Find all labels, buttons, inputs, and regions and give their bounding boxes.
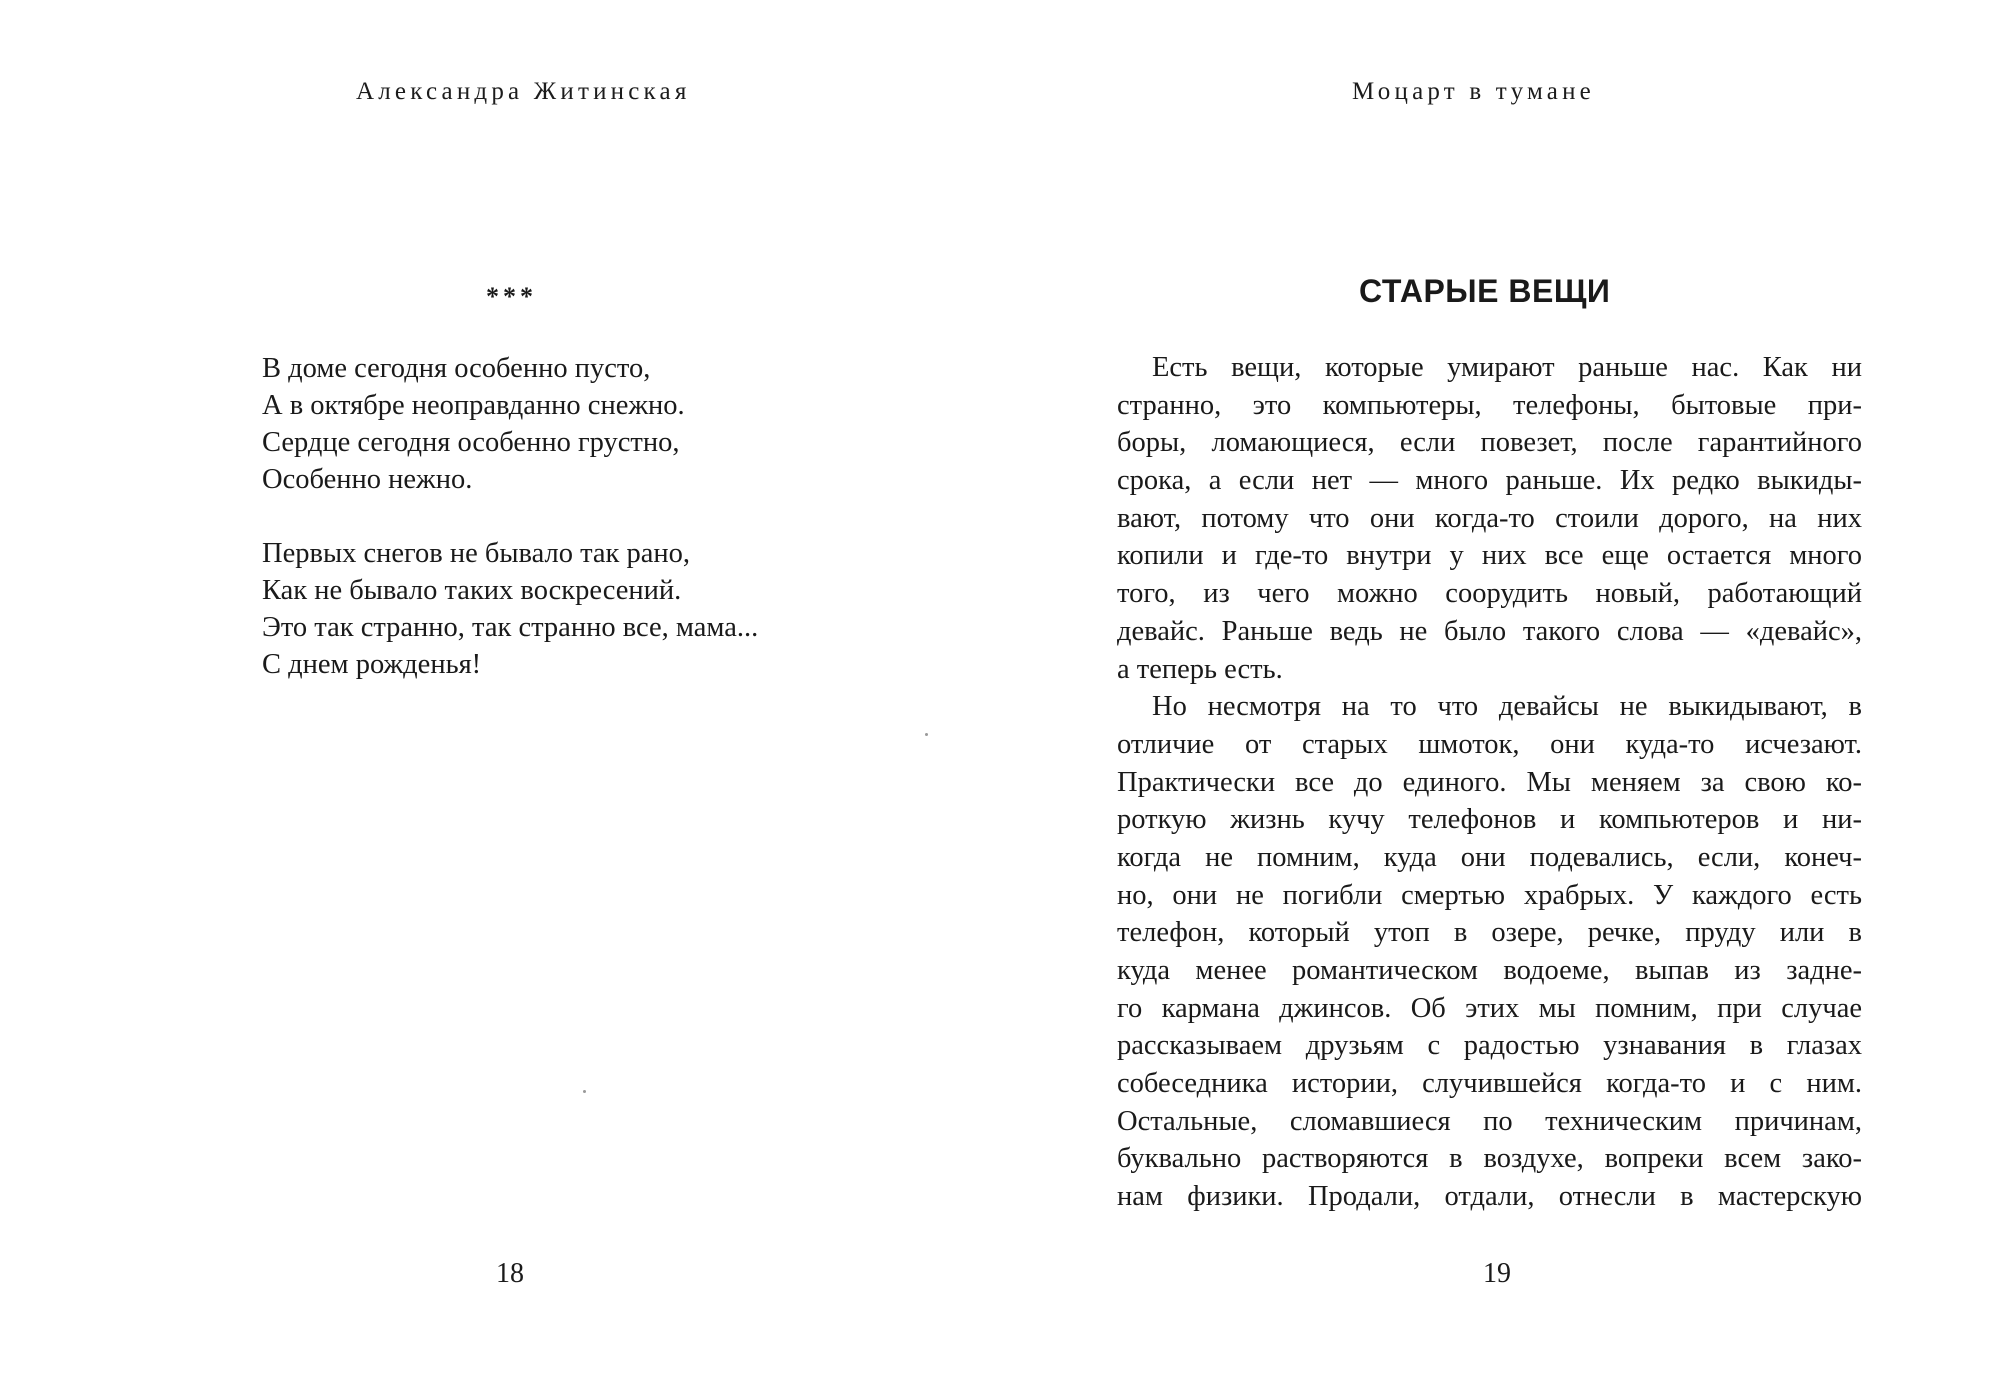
text-line: собеседника истории, случившейся когда-то и с ним.: [1117, 1068, 1862, 1100]
right-page: [997, 0, 1994, 1384]
text-line: роткую жизнь кучу телефонов и компьютеров и ни-: [1117, 804, 1862, 836]
running-head-author: Александра Житинская: [356, 78, 691, 105]
text-line: телефон, который утоп в озере, речке, пруду или в: [1117, 917, 1862, 949]
text-line: рассказываем друзьям с радостью узнавания в глазах: [1117, 1030, 1862, 1062]
poem-stanza: [262, 350, 758, 498]
poem-line: С днем рожденья!: [262, 649, 482, 680]
poem-line: Особенно нежно.: [262, 464, 473, 495]
poem-line: Сердце сегодня особенно грустно,: [262, 427, 680, 458]
section-separator: ***: [486, 282, 537, 311]
text-line: отличие от старых шмоток, они куда-то исчезают.: [1117, 728, 1862, 760]
text-line: копили и где-то внутри у них все еще остается много: [1117, 540, 1862, 572]
poem-line: Как не бывало таких воскресений.: [262, 575, 682, 606]
poem: [262, 350, 758, 683]
text-line: Остальные, сломавшиеся по техническим причинам,: [1117, 1105, 1862, 1137]
poem-stanza: [262, 535, 758, 683]
page-number-left: 18: [496, 1258, 524, 1289]
chapter-title: СТАРЫЕ ВЕЩИ: [1359, 273, 1611, 309]
text-line: срока, а если нет — много раньше. Их редко выкиды-: [1117, 465, 1862, 497]
text-line: го кармана джинсов. Об этих мы помним, при случае: [1117, 992, 1862, 1024]
text-line: боры, ломающиеся, если повезет, после гарантийного: [1117, 427, 1862, 459]
text-line: нам физики. Продали, отдали, отнесли в мастерскую: [1117, 1181, 1862, 1213]
text-line: девайс. Раньше ведь не было такого слова — «девайс»,: [1117, 615, 1862, 647]
text-line: а теперь есть.: [1117, 653, 1283, 685]
text-line: странно, это компьютеры, телефоны, бытовые при-: [1117, 389, 1862, 421]
scan-speck: [583, 1090, 586, 1093]
text-line: но, они не погибли смертью храбрых. У каждого есть: [1117, 879, 1862, 911]
page-number-right: 19: [1483, 1258, 1511, 1289]
text-line: когда не помним, куда они подевались, если, конеч-: [1117, 841, 1862, 873]
poem-line: А в октябре неоправданно снежно.: [262, 390, 685, 421]
text-line: Есть вещи, которые умирают раньше нас. Как ни: [1152, 352, 1862, 383]
text-line: Практически все до единого. Мы меняем за свою ко-: [1117, 766, 1862, 798]
text-line: Но несмотря на то что девайсы не выкидывают, в: [1152, 691, 1862, 723]
poem-line: Первых снегов не бывало так рано,: [262, 538, 691, 569]
text-line: буквально растворяются в воздухе, вопреки всем зако-: [1117, 1143, 1862, 1175]
text-line: вают, потому что они когда-то стоили дорого, на них: [1117, 502, 1862, 534]
text-line: куда менее романтическом водоеме, выпав из задне-: [1117, 955, 1862, 986]
chapter-text: [1117, 349, 1862, 1216]
scan-speck: [925, 733, 928, 736]
text-line: того, из чего можно соорудить новый, работающий: [1117, 578, 1862, 610]
poem-line: Это так странно, так странно все, мама...: [262, 612, 759, 643]
poem-line: В доме сегодня особенно пусто,: [262, 353, 651, 384]
running-head-title: Моцарт в тумане: [1352, 78, 1595, 105]
